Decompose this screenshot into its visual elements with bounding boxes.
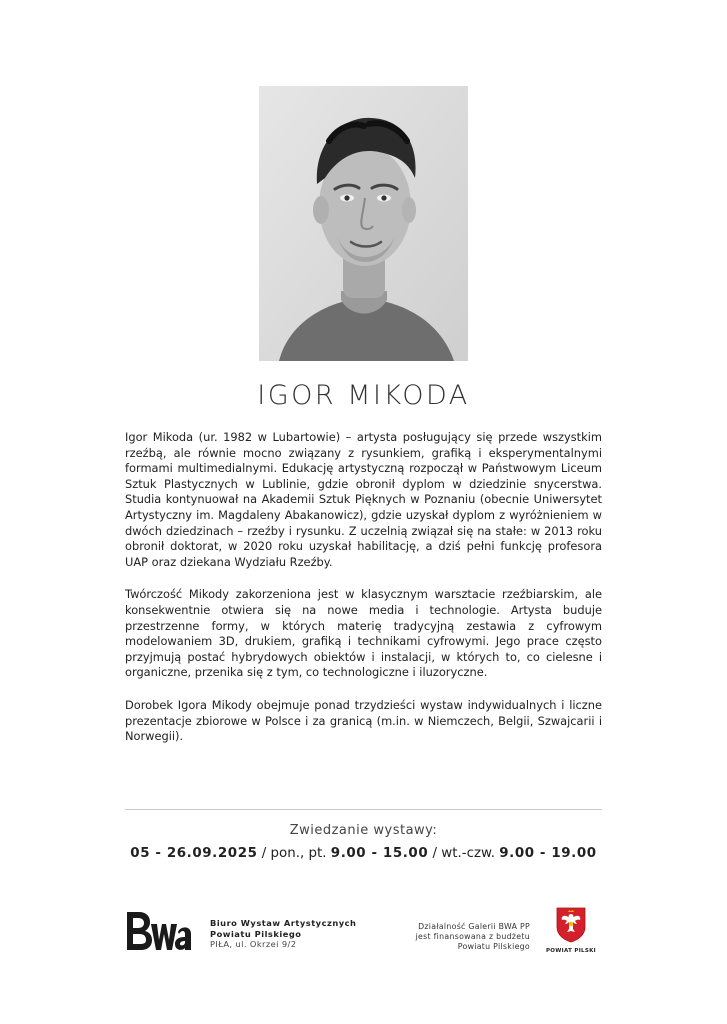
funding-line: Działalność Galerii BWA PP: [418, 922, 530, 931]
artist-biography: [125, 430, 602, 762]
divider: [125, 809, 602, 810]
bwa-logo: [125, 910, 193, 952]
organizer-address: PIŁA, ul. Okrzei 9/2: [210, 939, 297, 949]
visiting-hours: [0, 846, 727, 861]
bio-paragraph: Twórczość Mikody zakorzeniona jest w klasycznym warsztacie rzeźbiarskim, ale konsekwentnie otwiera się na nowe media i technologie. Artysta buduje przestrzenne formy, w których materię tradycyjną zestawia z cyfrowym modelowaniem 3D, drukiem, grafiką i technikami cyfrowymi. Jego prace często przyjmują postać hybrydowych obiektów i instalacji, w których to, co cielesne i organiczne, przenika się z tym, co technologiczne i iluzoryczne.: [125, 587, 602, 680]
funding-line: Powiatu Pilskiego: [457, 942, 530, 951]
artist-name-heading: IGOR MIKODA: [257, 380, 470, 411]
funding-line: jest finansowana z budżetu: [415, 932, 530, 941]
hours-tue-thu: 9.00 - 19.00: [499, 846, 597, 861]
organizer-info: [210, 918, 356, 950]
county-crest-icon: [556, 907, 586, 943]
bio-paragraph: Dorobek Igora Mikody obejmuje ponad trzydzieści wystaw indywidualnych i liczne prezentacje zbiorowe w Polsce i za granicą (m.in. w Niemczech, Belgii, Szwajcarii i Norwegii).: [125, 697, 602, 744]
organizer-name-line1: Biuro Wystaw Artystycznych: [210, 918, 357, 928]
hours-mon-fri: 9.00 - 15.00: [330, 846, 429, 861]
organizer-name-line2: Powiatu Pilskiego: [210, 928, 302, 939]
days-label-2: / wt.-czw.: [428, 846, 500, 861]
exhibition-dates: 05 - 26.09.2025: [130, 846, 258, 861]
days-label-1: / pon., pt.: [257, 846, 331, 861]
artist-portrait-photo: [259, 86, 468, 361]
bio-paragraph: Igor Mikoda (ur. 1982 w Lubartowie) – artysta posługujący się przede wszystkim rzeźbą, ale równie mocno związany z rysunkiem, grafiką i eksperymentalnymi formami multimedialnymi. Edukację artystyczną rozpoczął w Państwowym Liceum Sztuk Plastycznych w Lublinie, gdzie obronił dyplom w dziedzinie snycerstwa. Studia kontynuował na Akademii Sztuk Pięknych w Poznaniu (obecnie Uniwersytet Artystyczny im. Magdaleny Abakanowicz), gdzie uzyskał dyplom z wyróżnieniem w dwóch dziedzinach – rzeźby i rysunku. Z uczelnią związał się na stałe: w 2013 roku obronił doktorat, w 2020 roku uzyskał habilitację, a dziś pełni funkcję profesora UAP oraz dziekana Wydziału Rzeźby.: [125, 430, 602, 569]
visiting-title: Zwiedzanie wystawy:: [289, 823, 438, 838]
funding-note: [402, 922, 530, 952]
county-label: POWIAT PILSKI: [545, 948, 597, 954]
